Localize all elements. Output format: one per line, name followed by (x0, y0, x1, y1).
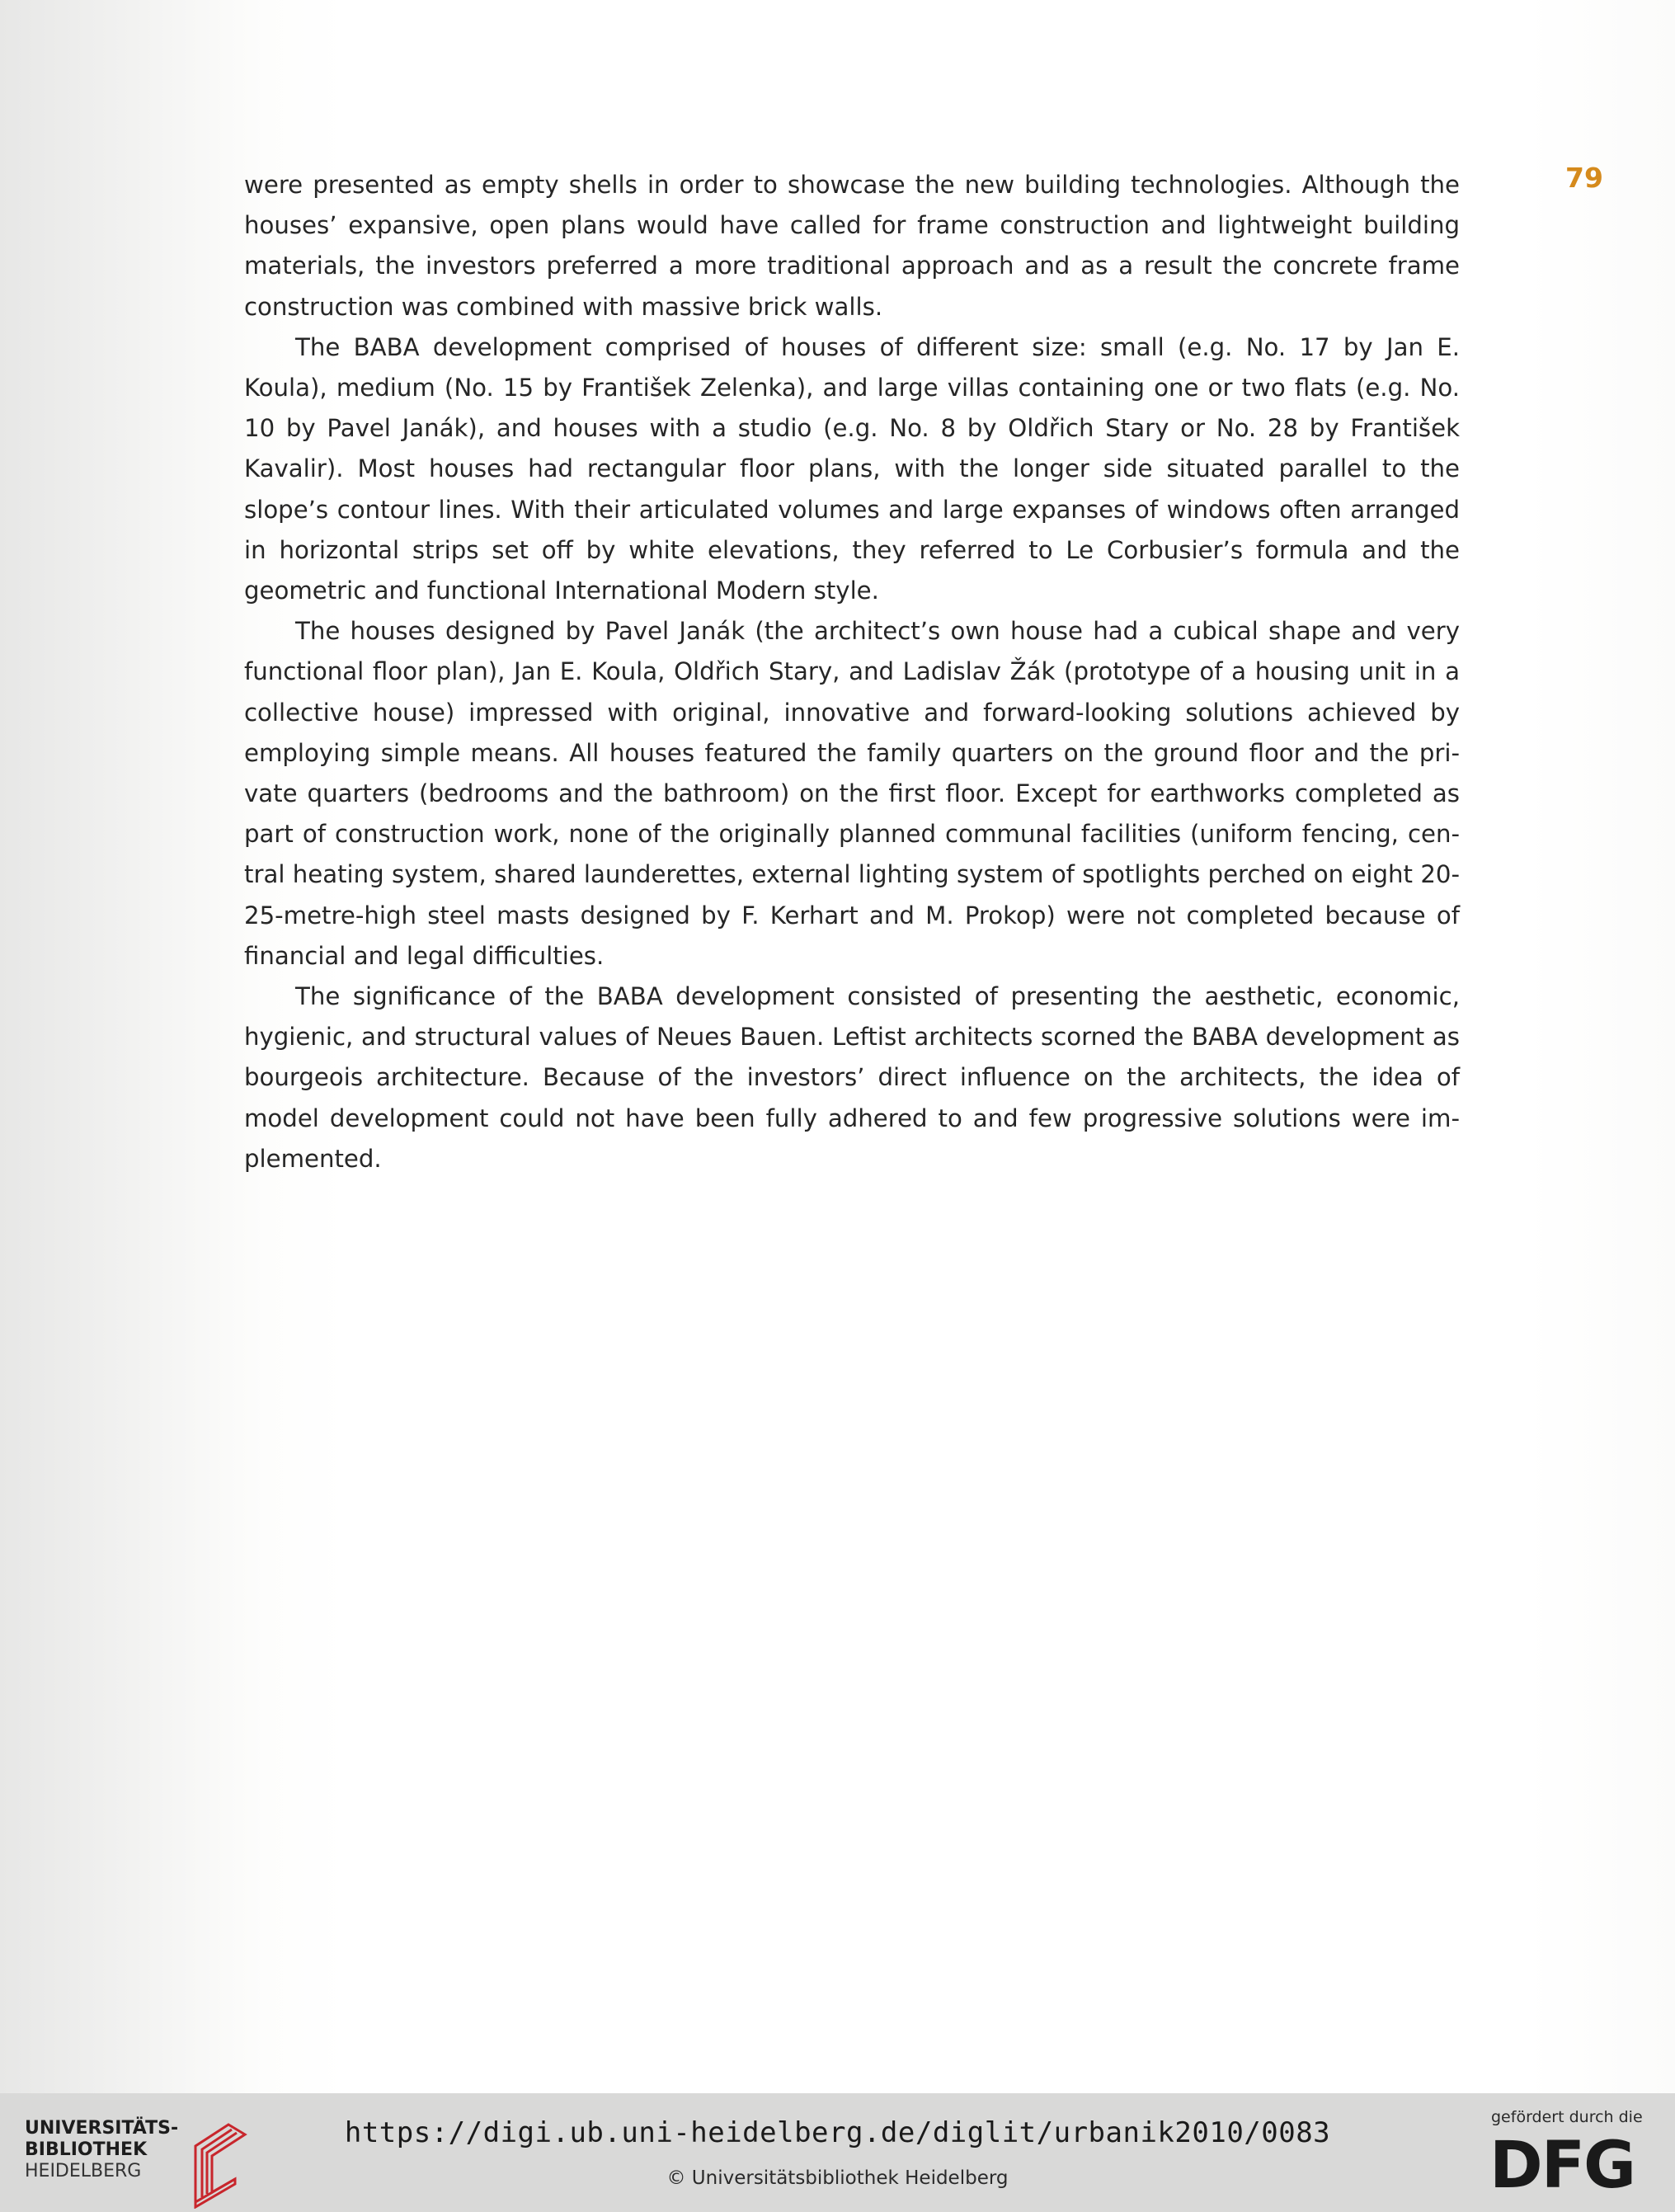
library-name-line1: UNIVERSITÄTS- (25, 2118, 179, 2139)
paragraph-1: were presented as empty shells in order to showcase the new building technologies. Although the houses’ expansive, open plans would have called for frame construction and lightweight building materials, the investors preferred a more traditional approach and as a result the concrete frame construction was combined with massive brick walls. (244, 171, 1460, 321)
library-name-line3: HEIDELBERG (25, 2161, 142, 2181)
dfg-logo: DFG (1489, 2129, 1635, 2203)
paragraph-3: The houses designed by Pavel Janák (the architect’s own house had a cubical shape and very functional floor plan), Jan E. Koula, Oldřich Stary, and Ladislav Žák (prototype of a housing unit in a collective house) impressed with original, innovative and forward-looking solutions achieved by employing simple means. All houses featured the family quarters on the ground floor and the private quarters (bedrooms and the bathroom) on the first floor. Except for earthworks completed as part of construction work, none of the originally planned communal facilities (uniform fencing, central heating system, shared launderettes, external lighting system of spotlights perched on eight 20-25-metre-high steel masts designed by F. Kerhart and M. Prokop) were not completed because of financial and legal difficulties. (244, 617, 1460, 970)
page-number: 79 (1565, 162, 1603, 194)
paragraph-4: The significance of the BABA development consisted of presenting the aesthetic, economic, hygienic, and structural values of Neues Bauen. Leftist architects scorned the BABA development as bourgeois architecture. Because of the investors’ direct influence on the architects, the idea of model development could not have been fully adhered to and few progressive solutions were implemented. (244, 982, 1460, 1173)
paragraph-2: The BABA development comprised of houses of different size: small (e.g. No. 17 by Jan E. Koula), medium (No. 15 by František Zelenka), and large villas containing one or two flats (e.g. No. 10 by Pavel Janák), and houses with a studio (e.g. No. 8 by Oldřich Stary or No. 28 by František Kavalir). Most houses had rectangular floor plans, with the longer side situated parallel to the slope’s contour lines. With their articulated volumes and large expanses of windows often arranged in horizontal strips set off by white elevations, they referred to Le Corbusier’s formula and the geometric and functional International Modern style. (244, 332, 1460, 605)
library-name-line2: BIBLIOTHEK (25, 2139, 148, 2160)
viewer-footer (0, 2093, 1675, 2212)
dfg-funding[interactable] (1468, 2108, 1658, 2203)
copyright-notice: © Universitätsbibliothek Heidelberg (666, 2167, 1009, 2189)
body-text (244, 165, 1460, 1179)
funding-caption: gefördert durch die (1491, 2108, 1643, 2126)
permalink-url[interactable]: https://digi.ub.uni-heidelberg.de/diglit/urbanik2010/0083 (344, 2116, 1331, 2149)
